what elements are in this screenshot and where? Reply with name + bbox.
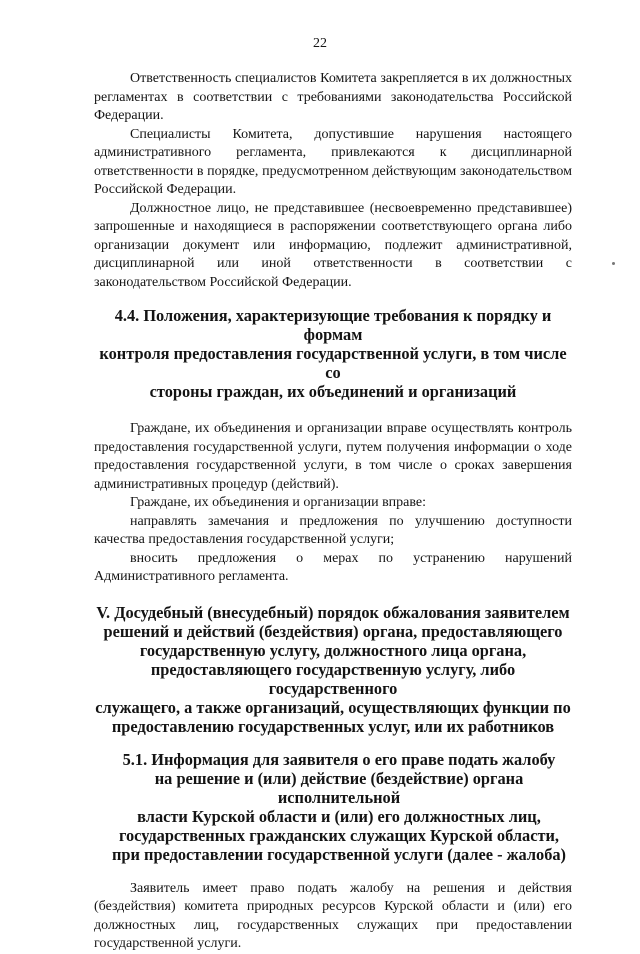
heading-line: на решение и (или) действие (бездействие) органа исполнительной xyxy=(154,768,524,807)
paragraph-specialists: Специалисты Комитета, допустившие нарушения настоящего административного регламента, привлекаются к дисциплинарной ответственности в порядке, предусмотренном действующим законодательством Российской Федерации. xyxy=(94,126,572,197)
paragraph-make-proposals: вносить предложения о мерах по устранению нарушений Административного регламента. xyxy=(94,550,572,584)
heading-line: контроля предоставления государственной услуги, в том числе со xyxy=(99,344,567,382)
heading-section-5 xyxy=(94,603,572,736)
heading-section-4-4 xyxy=(94,306,572,401)
paragraph-send-remarks: направлять замечания и предложения по улучшению доступности качества предоставления государственной услуги; xyxy=(94,513,572,547)
heading-line: при предоставлении государственной услуги (далее - жалоба) xyxy=(111,844,567,864)
page-number: 22 xyxy=(313,36,327,51)
document-body xyxy=(94,70,572,954)
heading-line: власти Курской области и (или) его должностных лиц, xyxy=(137,806,541,826)
heading-line: государственных гражданских служащих Курской области, xyxy=(118,825,560,845)
heading-line: предоставляющего государственную услугу, либо государственного xyxy=(150,659,516,698)
heading-line: 4.4. Положения, характеризующие требования к порядку и формам xyxy=(114,306,552,344)
heading-line: стороны граждан, их объединений и организаций xyxy=(149,382,517,401)
paragraph-responsibility: Ответственность специалистов Комитета закрепляется в их должностных регламентах в соответствии с требованиями законодательства Российской Федерации. xyxy=(94,71,572,123)
paragraph-applicant-right: Заявитель имеет право подать жалобу на решения и действия (бездействия) комитета природных ресурсов Курской области и (или) его должностных лиц, государственных служащих при предоставлении государственной услуги. xyxy=(94,880,572,951)
paragraph-citizens-control: Граждане, их объединения и организации вправе осуществлять контроль предоставления государственной услуги, путем получения информации о ходе предоставления государственной услуги, в том числе о сроках завершения административных процедур (действий). xyxy=(94,421,572,492)
heading-line: V. Досудебный (внесудебный) порядок обжалования заявителем xyxy=(96,602,570,622)
heading-line: решений и действий (бездействия) органа, предоставляющего xyxy=(103,621,563,641)
heading-line: 5.1. Информация для заявителя о его праве подать жалобу xyxy=(122,749,556,769)
paragraph-citizens-rights: Граждане, их объединения и организации вправе: xyxy=(130,495,427,510)
heading-line: служащего, а также организаций, осуществляющих функции по xyxy=(95,697,571,717)
paragraph-official: Должностное лицо, не представившее (несвоевременно представившее) запрошенные и находящиеся в распоряжении соответствующего органа либо организации документ или информацию, подлежит административной, дисциплинарной или иной ответственности в соответствии с законодательством Российской Федерации. xyxy=(94,200,572,290)
heading-line: предоставлению государственных услуг, или их работников xyxy=(111,716,555,736)
scan-speck xyxy=(612,262,615,265)
heading-section-5-1 xyxy=(94,750,572,864)
heading-line: государственную услугу, должностного лица органа, xyxy=(139,640,527,660)
